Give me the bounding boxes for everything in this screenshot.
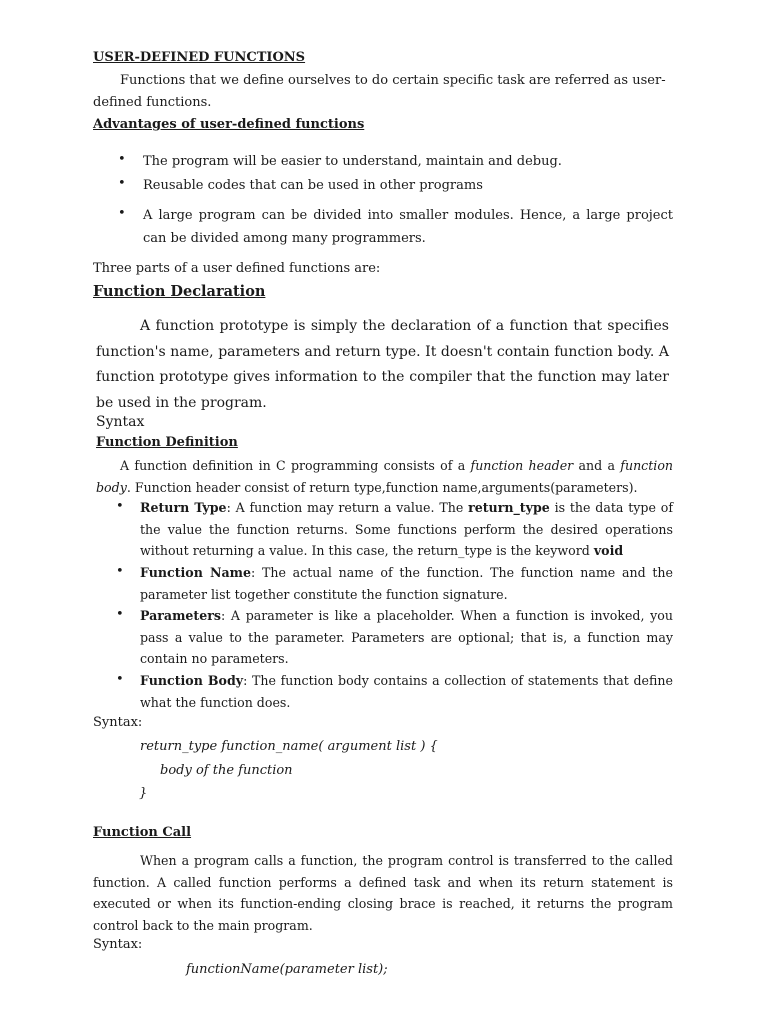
advantage-item: A large program can be divided into smaller modules. Hence, a large project can be divided among many programmers. — [143, 208, 673, 246]
syntax-code-line: body of the function — [160, 763, 293, 778]
three-parts-text: Three parts of a user defined functions are: — [93, 261, 381, 276]
bullet-icon: • — [118, 176, 126, 191]
definition-item-parameters: Parameters: A parameter is like a placeholder. When a function is invoked, you pass a value to the parameter. Parameters are optional; that is, a function may contain no parameters. — [140, 608, 673, 667]
intro-line-2: defined functions. — [93, 95, 212, 110]
bullet-icon: • — [116, 499, 124, 514]
bullet-icon: • — [118, 152, 126, 167]
definition-item-return-type: Return Type: A function may return a value. The return_type is the data type of the value the function returns. Some functions perform the desired operations without returning a value. In this case, the return_type is the keyword void — [140, 500, 673, 559]
bullet-icon: • — [116, 564, 124, 579]
declaration-heading: Function Declaration — [93, 283, 266, 300]
call-syntax-label: Syntax: — [93, 937, 143, 952]
advantage-item: Reusable codes that can be used in other programs — [143, 178, 483, 193]
call-syntax-code: functionName(parameter list); — [186, 962, 388, 977]
definition-heading: Function Definition — [96, 435, 238, 450]
definition-item-function-body: Function Body: The function body contains a collection of statements that define what the function does. — [140, 673, 673, 710]
declaration-text: A function prototype is simply the declaration of a function that specifies function's name, parameters and return type. It doesn't contain function body. A function prototype gives information to the compiler that the function may later be used in the program. — [96, 318, 669, 411]
advantages-heading: Advantages of user-defined functions — [93, 117, 365, 132]
definition-intro: A function definition in C programming consists of a function header and a function body. Function header consist of return type,function name,arguments(parameters). — [96, 458, 674, 495]
advantage-item: The program will be easier to understand, maintain and debug. — [143, 154, 562, 169]
call-heading: Function Call — [93, 825, 192, 840]
definition-item-function-name: Function Name: The actual name of the function. The function name and the parameter list together constitute the function signature. — [140, 565, 673, 602]
declaration-syntax-label: Syntax — [96, 414, 145, 430]
call-text: When a program calls a function, the program control is transferred to the called function. A called function performs a defined task and when its return statement is executed or when its function-ending closing brace is reached, it returns the program control back to the main program. — [93, 853, 673, 933]
page-title: USER-DEFINED FUNCTIONS — [93, 50, 306, 65]
intro-line-1: Functions that we define ourselves to do certain specific task are referred as user- — [120, 73, 666, 88]
bullet-icon: • — [116, 607, 124, 622]
bullet-icon: • — [116, 672, 124, 687]
syntax-code-line: } — [139, 786, 148, 801]
definition-syntax-label: Syntax: — [93, 715, 143, 730]
syntax-code-line: return_type function_name( argument list ) { — [140, 739, 438, 754]
bullet-icon: • — [118, 206, 126, 221]
